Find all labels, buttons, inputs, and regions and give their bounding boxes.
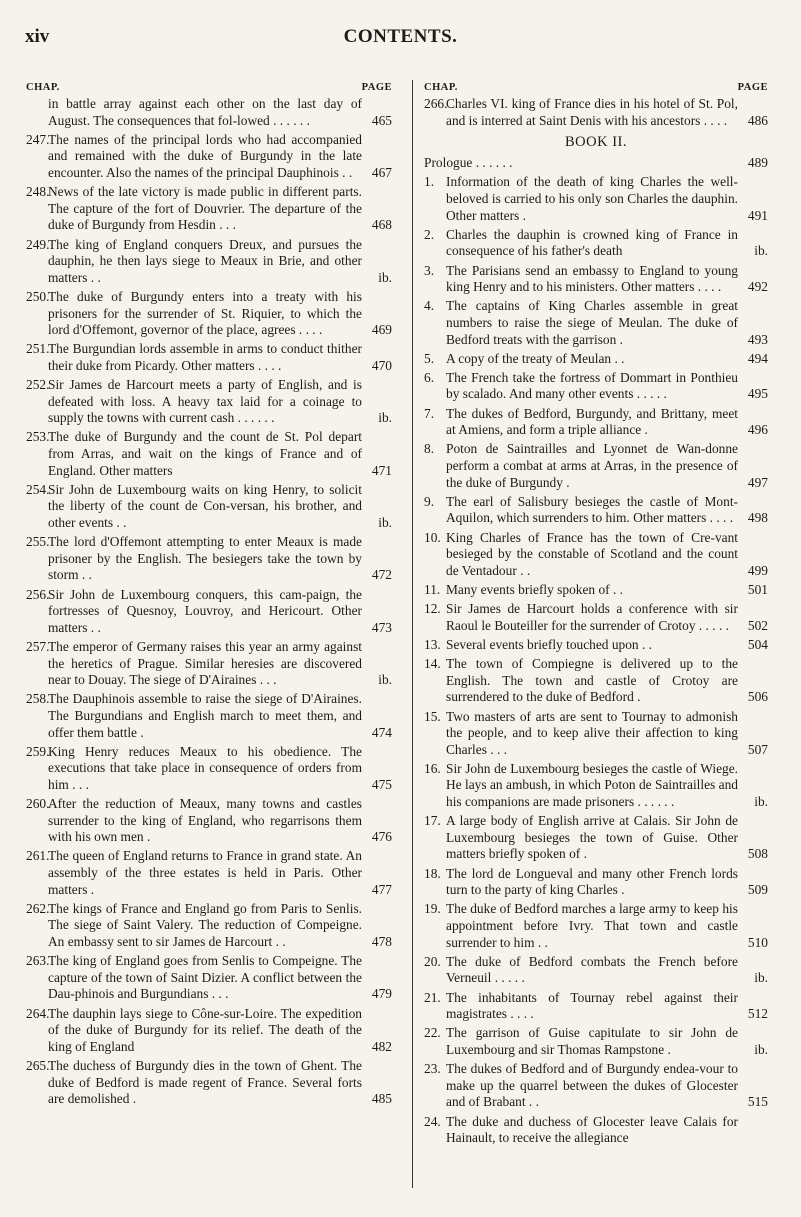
book-heading: BOOK II. <box>565 134 627 151</box>
chapter-summary: The Parisians send an embassy to England to young king Henry and to his ministers. Other matters . . . . <box>446 262 738 295</box>
chapter-number: 3. <box>424 262 435 278</box>
chapter-summary: Sir John de Luxembourg besieges the castle of Wiege. He lays an ambush, in which Poton de Saintrailles and his companions are made prisoners . . . . . . <box>446 760 738 810</box>
chapter-summary: The duke of Burgundy enters into a treaty with his prisoners for the surrender of St. Riquier, to which the lord d'Offemont, governor of the place, agrees . . . . <box>48 288 362 338</box>
chapter-summary: A large body of English arrive at Calais. Sir John de Luxembourg besieges the town of Guise. Other matters briefly spoken of . <box>446 813 738 862</box>
page-reference: 501 <box>747 581 768 597</box>
page-reference: 510 <box>747 934 768 950</box>
page-reference: 509 <box>747 882 768 898</box>
toc-entry <box>424 1025 768 1058</box>
chapter-number: 262. <box>26 900 50 916</box>
chap-label: CHAP. <box>424 82 458 93</box>
page-reference: 495 <box>747 386 768 402</box>
page-reference: 471 <box>371 462 392 478</box>
page-reference: 465 <box>371 112 392 128</box>
page-reference: 468 <box>371 217 392 233</box>
chapter-summary: The emperor of Germany raises this year an army against the heretics of Prague. Similar heresies are discovered near to Douay. The siege of D'Airaines . . . <box>48 638 362 688</box>
chapter-number: 14. <box>424 656 441 672</box>
page-reference: 508 <box>747 846 768 862</box>
chapter-number: 258. <box>26 691 50 707</box>
chapter-number: 266. <box>424 96 448 111</box>
toc-entry <box>26 429 392 479</box>
page-number-roman: xiv <box>25 26 50 47</box>
toc-entry <box>424 370 768 403</box>
chapter-number: 11. <box>424 581 441 597</box>
chapter-number: 254. <box>26 481 50 497</box>
page-reference: 476 <box>371 829 392 845</box>
page-label: PAGE <box>737 82 768 93</box>
toc-entry <box>424 1114 768 1147</box>
left-entries-list <box>26 96 392 1108</box>
right-column-header <box>424 78 768 96</box>
toc-entry <box>424 494 768 527</box>
chap-label: CHAP. <box>26 82 60 93</box>
toc-entry <box>424 656 768 706</box>
left-column-header <box>26 78 392 96</box>
chapter-number: 9. <box>424 493 435 509</box>
chapter-summary: The town of Compiegne is delivered up to the English. The town and castle of Crotoy are surrendered to the duke of Bedford . <box>446 656 738 705</box>
toc-entry <box>26 901 392 951</box>
page-reference: 485 <box>371 1091 392 1107</box>
chapter-number: 7. <box>424 405 435 421</box>
chapter-summary: News of the late victory is made public in different parts. The capture of the fort of Douvrier. The departure of the duke of Burgundy from Hesdin . . . <box>48 184 362 233</box>
chapter-summary: The duchess of Burgundy dies in the town of Ghent. The duke of Bedford is made regent of France. Several forts are demolished . <box>48 1057 362 1107</box>
toc-entry <box>424 227 768 260</box>
page-title: CONTENTS. <box>343 26 458 47</box>
page-reference: 478 <box>371 934 392 949</box>
chapter-number: 263. <box>26 953 50 969</box>
toc-entry <box>26 132 392 182</box>
chapter-number: 13. <box>424 636 441 652</box>
chapter-number: 6. <box>424 369 435 385</box>
toc-entry <box>26 796 392 846</box>
page-reference: 473 <box>371 619 392 635</box>
chapter-summary: in battle array against each other on the last day of August. The consequences that fol-lowed . . . . . . <box>48 96 362 128</box>
page-reference: 482 <box>371 1038 392 1054</box>
chapter-summary: The Dauphinois assemble to raise the siege of D'Airaines. The Burgundians and English march to meet them, and offer them battle . <box>48 691 362 740</box>
chapter-number: 15. <box>424 708 441 724</box>
page-reference: ib. <box>754 243 768 259</box>
chapter-summary: Poton de Saintrailles and Lyonnet de Wan-donne perform a combat at arms at Arras, in the presence of the duke of Burgundy . <box>446 441 738 490</box>
chapter-number: 251. <box>26 341 50 357</box>
toc-entry <box>26 639 392 689</box>
chapter-summary: The dukes of Bedford, Burgundy, and Brittany, meet at Amiens, and form a triple alliance . <box>446 405 738 438</box>
chapter-summary: The French take the fortress of Dommart in Ponthieu by scalado. And many other events . . . . . <box>446 369 738 402</box>
page-reference: 486 <box>747 112 768 128</box>
chapter-summary: The captains of King Charles assemble in great numbers to raise the siege of Meulan. The duke of Bedford treats with the garrison . <box>446 298 738 347</box>
page-reference: 499 <box>747 562 768 578</box>
chapter-number: 253. <box>26 429 50 445</box>
page-label: PAGE <box>361 82 392 93</box>
chapter-summary: The dukes of Bedford and of Burgundy endea-vour to make up the quarrel between the dukes of Glocester and of Brabant . . <box>446 1061 738 1110</box>
page-reference: ib. <box>754 970 768 986</box>
chapter-summary: The lord de Longueval and many other French lords turn to the party of king Charles . <box>446 865 738 898</box>
chapter-summary: The inhabitants of Tournay rebel against their magistrates . . . . <box>446 989 738 1022</box>
chapter-summary: The lord d'Offemont attempting to enter Meaux is made prisoner by the English. The besiegers take the town by storm . . <box>48 534 362 583</box>
chapter-number: 21. <box>424 989 441 1005</box>
toc-entry <box>424 761 768 811</box>
page-reference: ib. <box>378 269 392 285</box>
chapter-summary: The earl of Salisbury besieges the castle of Mont-Aquilon, which surrenders to him. Other matters . . . . <box>446 493 738 526</box>
toc-entry <box>424 813 768 863</box>
toc-entry <box>424 1061 768 1111</box>
toc-entry <box>26 377 392 427</box>
prologue-text: Prologue . . . . . . <box>424 154 513 170</box>
chapter-number: 17. <box>424 813 441 829</box>
chapter-number: 10. <box>424 529 441 545</box>
page-reference: 492 <box>747 279 768 295</box>
chapter-summary: Charles VI. king of France dies in his hotel of St. Pol, and is interred at Saint Denis with his ancestors . . . . <box>446 96 738 128</box>
chapter-number: 8. <box>424 441 435 457</box>
toc-entry <box>26 237 392 287</box>
page-reference: 474 <box>371 724 392 740</box>
column-divider <box>412 80 413 1188</box>
toc-entry <box>424 709 768 759</box>
chapter-number: 19. <box>424 901 441 917</box>
chapter-number: 255. <box>26 534 50 550</box>
page-reference: 472 <box>371 567 392 583</box>
page-header <box>0 20 801 54</box>
chapter-summary: Sir John de Luxembourg conquers, this cam-paign, the fortresses of Quesnoy, Louvroy, and Hericourt. Other matters . . <box>48 586 362 635</box>
page-reference: 470 <box>371 357 392 373</box>
toc-entry <box>424 441 768 491</box>
toc-entry <box>26 341 392 374</box>
chapter-number: 261. <box>26 848 50 864</box>
chapter-summary: After the reduction of Meaux, many towns and castles surrender to the king of England, who regarrisons them with his own men . <box>48 796 362 845</box>
page-reference: 494 <box>747 350 768 366</box>
chapter-number: 265. <box>26 1057 50 1073</box>
page-reference: 479 <box>371 986 392 1002</box>
toc-entry <box>424 901 768 951</box>
prologue-entry <box>424 155 768 172</box>
chapter-summary: The queen of England returns to France in grand state. An assembly of the three estates is held in Paris. Other matters . <box>48 848 362 897</box>
chapter-summary: The duke of Burgundy and the count de St. Pol depart from Arras, and wait on the kings of France and of England. Other matters <box>48 429 362 478</box>
toc-entry <box>26 587 392 637</box>
chapter-summary: Two masters of arts are sent to Tournay to admonish the people, and to keep alive their affection to king Charles . . . <box>446 708 738 757</box>
toc-entry <box>424 406 768 439</box>
page-reference: 477 <box>371 881 392 897</box>
chapter-summary: Several events briefly touched upon . . <box>446 636 653 652</box>
page-reference: 469 <box>371 322 392 338</box>
toc-entry <box>424 954 768 987</box>
chapter-number: 24. <box>424 1113 441 1129</box>
chapter-number: 22. <box>424 1025 441 1041</box>
chapter-number: 250. <box>26 288 50 304</box>
chapter-number: 259. <box>26 743 50 759</box>
chapter-number: 252. <box>26 377 50 393</box>
chapter-summary: King Charles of France has the town of Cre-vant besieged by the constable of Scotland and the count de Ventadour . . <box>446 529 738 578</box>
page-reference: 515 <box>747 1094 768 1110</box>
toc-entry <box>424 866 768 899</box>
toc-entry <box>26 96 392 129</box>
chapter-number: 5. <box>424 350 435 366</box>
toc-entry <box>424 601 768 634</box>
chapter-number: 18. <box>424 865 441 881</box>
chapter-summary: The garrison of Guise capitulate to sir John de Luxembourg and sir Thomas Rampstone . <box>446 1025 738 1057</box>
chapter-summary: The names of the principal lords who had accompanied and remained with the duke of Burgundy in the late encounter. Also the names of the principal Dauphinois . . <box>48 131 362 180</box>
page-reference: ib. <box>378 672 392 688</box>
page-reference: 498 <box>747 510 768 526</box>
toc-entry <box>26 691 392 741</box>
chapter-summary: King Henry reduces Meaux to his obedience. The executions that take place in consequence of orders from him . . . <box>48 743 362 792</box>
chapter-summary: The duke of Bedford combats the French before Verneuil . . . . . <box>446 953 738 986</box>
chapter-number: 12. <box>424 601 441 617</box>
chapter-summary: The kings of France and England go from Paris to Senlis. The siege of Saint Valery. The reduction of Compeigne. An embassy sent to sir James de Harcourt . . <box>48 900 362 949</box>
chapter-summary: The king of England goes from Senlis to Compeigne. The capture of the town of Saint Dizier. A conflict between the Dau-phinois and Burgundians . . . <box>48 953 362 1002</box>
toc-entry <box>26 482 392 532</box>
page-reference: ib. <box>754 1041 768 1057</box>
chapter-number: 247. <box>26 131 50 147</box>
chapter-summary: The duke of Bedford marches a large army to keep his appointment before Ivry. That town and castle surrender to him . . <box>446 901 738 950</box>
toc-entry <box>424 263 768 296</box>
chapter-number: 248. <box>26 184 50 200</box>
chapter-number: 264. <box>26 1005 50 1021</box>
toc-entry <box>26 534 392 584</box>
toc-entry <box>424 637 768 654</box>
page-reference: 467 <box>371 164 392 180</box>
chapter-summary: A copy of the treaty of Meulan . . <box>446 350 625 366</box>
toc-entry <box>424 351 768 368</box>
page-reference: 507 <box>747 741 768 757</box>
chapter-summary: Charles the dauphin is crowned king of France in consequence of his father's death <box>446 226 738 259</box>
page-reference: 502 <box>747 617 768 633</box>
toc-entry <box>424 990 768 1023</box>
right-entries-list <box>424 174 768 1146</box>
toc-entry <box>424 298 768 348</box>
page-reference: ib. <box>378 410 392 426</box>
chapter-number: 16. <box>424 760 441 776</box>
right-column <box>424 78 768 1149</box>
toc-entry <box>424 530 768 580</box>
chapter-number: 1. <box>424 174 435 190</box>
page-reference: 475 <box>371 776 392 792</box>
chapter-number: 260. <box>26 796 50 812</box>
left-column <box>26 78 392 1110</box>
toc-entry <box>26 953 392 1003</box>
chapter-summary: Sir James de Harcourt holds a conference with sir Raoul le Bouteiller for the surrender of Crotoy . . . . . <box>446 601 738 633</box>
toc-entry <box>26 744 392 794</box>
page-reference: 506 <box>747 689 768 705</box>
chapter-summary: The duke and duchess of Glocester leave Calais for Hainault, to receive the allegiance <box>446 1113 738 1146</box>
chapter-summary: Sir John de Luxembourg waits on king Henry, to solicit the liberty of the count de Con-versan, his brother, and other events . . <box>48 481 362 530</box>
page-reference: ib. <box>754 794 768 810</box>
chapter-number: 4. <box>424 298 435 314</box>
toc-entry <box>26 184 392 234</box>
page-reference: 489 <box>747 154 768 170</box>
toc-entry <box>424 174 768 224</box>
toc-entry <box>26 289 392 339</box>
toc-entry <box>424 96 768 129</box>
chapter-summary: The dauphin lays siege to Cône-sur-Loire. The expedition of the duke of Burgundy for its relief. The death of the king of England <box>48 1005 362 1054</box>
page-reference: 496 <box>747 422 768 438</box>
toc-entry <box>26 1006 392 1056</box>
chapter-number: 2. <box>424 226 435 242</box>
chapter-summary: Information of the death of king Charles the well-beloved is carried to his only son Charles the dauphin. Other matters . <box>446 174 738 223</box>
toc-entry <box>424 582 768 599</box>
chapter-number: 257. <box>26 638 50 654</box>
page-reference: 504 <box>747 636 768 652</box>
page-reference: 497 <box>747 474 768 490</box>
chapter-number: 249. <box>26 236 50 252</box>
page-reference: 512 <box>747 1006 768 1022</box>
chapter-number: 20. <box>424 953 441 969</box>
chapter-summary: The Burgundian lords assemble in arms to conduct thither their duke from Picardy. Other matters . . . . <box>48 341 362 373</box>
chapter-summary: Many events briefly spoken of . . <box>446 581 624 597</box>
chapter-summary: Sir James de Harcourt meets a party of English, and is defeated with loss. A heavy tax laid for a coinage to supply the towns with current cash . . . . . . <box>48 377 362 426</box>
toc-entry <box>26 1058 392 1108</box>
page-reference: ib. <box>378 515 392 530</box>
chapter-number: 256. <box>26 586 50 602</box>
chapter-summary: The king of England conquers Dreux, and pursues the dauphin, he then lays siege to Meaux in Brie, and other matters . . <box>48 236 362 285</box>
toc-entry <box>26 848 392 898</box>
page-reference: 491 <box>747 207 768 223</box>
chapter-number: 23. <box>424 1061 441 1077</box>
page-reference: 493 <box>747 331 768 347</box>
